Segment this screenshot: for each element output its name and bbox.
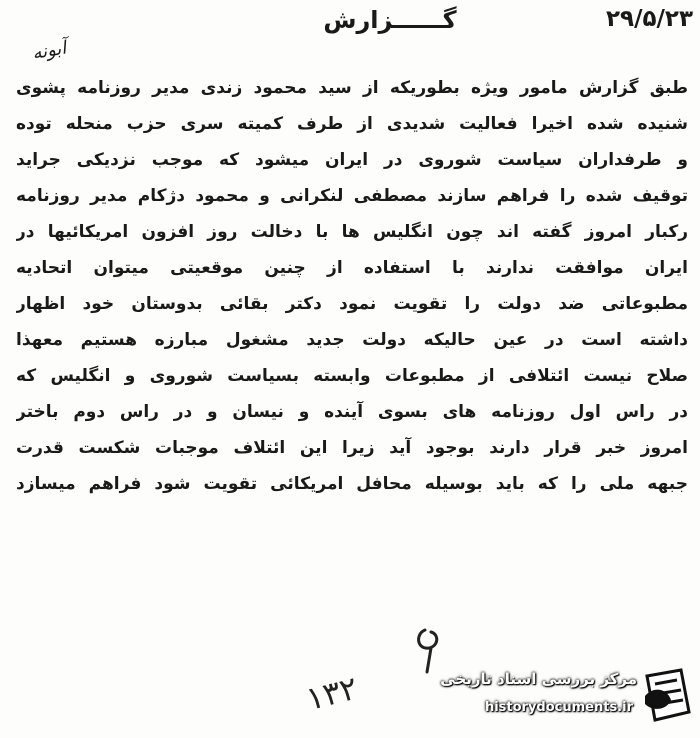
report-line: جبهه ملی را که باید بوسیله محافل امریکائی تقویت شود فراهم میسازد (16, 474, 688, 494)
report-line: داشته است در عین حالیکه دولت جدید مشغول مبارزه هستیم معهذا (16, 330, 688, 350)
report-line: توقیف شده را فراهم سازند مصطفی لنکرانی و محمود دژکام مدیر روزنامه (16, 186, 688, 206)
watermark-title: مرکز بررسی اسناد تاریخی (440, 670, 637, 688)
report-line: رکبار امروز گفته اند چون انگلیس ها با دخالت روز افزون امریکائیها در (16, 222, 688, 242)
document-date: ۲۹/۵/۲۳ (606, 6, 693, 32)
report-line: طبق گزارش مامور ویژه بطوریکه از سید محمود زندی مدیر روزنامه پشوی (16, 78, 688, 98)
report-line: و طرفداران سیاست شوروی در ایران میشود که موجب نزدیکی جراید (16, 150, 688, 170)
document-title: گــــــزارش (323, 6, 457, 34)
margin-note: آبونه (30, 37, 68, 65)
watermark-url: historydocuments.ir (484, 700, 633, 715)
report-line: امروز خبر قرار دارند بوجود آید زیرا این ائتلاف موجبات شکست قدرت (16, 438, 688, 458)
report-line: شنیده شده اخیرا فعالیت شدیدی از طرف کمیته سری حزب منحله توده (16, 114, 688, 134)
archive-logo-icon (641, 666, 693, 724)
report-line: صلاح نیست ائتلافی از مطبوعات وابسته بسیاست شوروی و انگلیس که (16, 366, 688, 386)
handwritten-number: ۱۳۲ (302, 668, 362, 718)
report-body (16, 70, 688, 502)
report-line: مطبوعاتی ضد دولت را تقویت نمود دکتر بقائی بدوستان خود اظهار (16, 294, 688, 314)
report-line: ایران موافقت ندارند با استفاده از چنین موقعیتی میتوان اتحادیه (16, 258, 688, 278)
report-line: در راس اول روزنامه های بسوی آینده و نیسان و در راس دوم باختر (16, 402, 688, 422)
archive-watermark (420, 660, 695, 736)
